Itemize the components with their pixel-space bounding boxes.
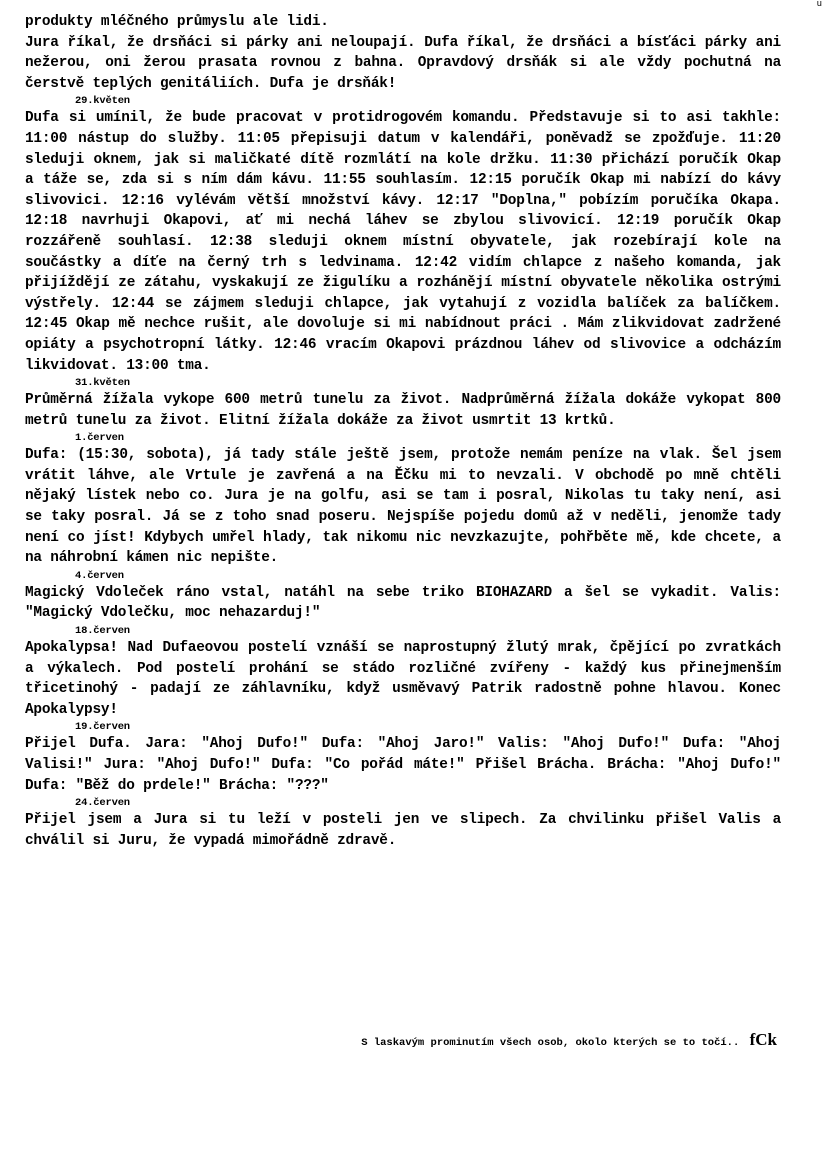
entry-text: Magický Vdoleček ráno vstal, natáhl na sebe triko BIOHAZARD a šel se vykadit. Valis: "Magický Vdolečku, moc nehazarduj!" xyxy=(25,584,781,622)
entry-text: Přijel Dufa. Jara: "Ahoj Dufo!" Dufa: "Ahoj Jaro!" Valis: "Ahoj Dufo!" Dufa: "Ahoj Valisi!" Jura: "Ahoj Dufo!" Dufa: "Co pořád máte!" Přišel Brácha. Brácha: "Ahoj Dufo!" Dufa: "Běž do prdele!" Brácha: "???" xyxy=(25,736,781,794)
footer xyxy=(361,1030,777,1050)
entry-date: 1.červen xyxy=(75,432,124,445)
entry-text: produkty mléčného průmyslu ale lidi. Jura říkal, že drsňáci si párky ani neloupají. Dufa říkal, že drsňáci a bísťáci párky ani nežerou, oni žerou prasata rovnou z bahna. Opravdový drsňák si ale vždy pochutná na čerstvě teplých genitáliích. Dufa je drsňák! xyxy=(25,14,781,92)
entry-6 xyxy=(25,720,781,796)
entry-text: Dufa si umínil, že bude pracovat v protidrogovém komandu. Představuje si to asi takhle: 11:00 nástup do služby. 11:05 přepisuji datum v kalendáři, poněvadž se zpožďuje. 11:20 sleduji oknem, jak si maličkaté dítě rozmlátí na kole držku. 11:30 přichází poručík Okap a táže se, zda si s ním dám kávu. 11:55 souhlasím. 12:15 poručík Okap mi nabízí do kávy slivovici. 12:16 vylévám větší množství kávy. 12:17 "Doplna," pobízím poručíka Okapa. 12:18 navrhuji Okapovi, ať mi nechá láhev se zbylou slivovicí. 12:19 poručík Okap rozzářeně souhlasí. 12:38 sleduji oknem místní obyvatele, jak rozebírají kole na součástky a díťe na černý trh s ledvinama. 12:42 vidím chlapce z našeho komanda, jak přijíždějí ze zátahu, vyskakují ze žigulíku a rozhánějí místní obyvatele několika ostrými výstřely. 12:44 se zájmem sleduji chlapce, jak vytahují z vozidla balíček za balíčkem. 12:45 Okap mě nechce rušit, ale dovoluje si mi nabídnout práci . Mám zlikvidovat zadržené opiáty a psychotropní látky. 12:46 vracím Okapovi prázdnou láhev od slivovice a odcházím likvidovat. 13:00 tma. xyxy=(25,110,781,374)
entry-text: Průměrná žížala vykope 600 metrů tunelu za život. Nadprůměrná žížala dokáže vykopat 800 metrů tunelu za život. Elitní žížala dokáže za život usmrtit 13 krtků. xyxy=(25,392,781,429)
entry-date: 31.květen xyxy=(75,377,130,390)
entry-2 xyxy=(25,376,781,431)
entry-7 xyxy=(25,796,781,851)
entry-4 xyxy=(25,569,781,624)
entry-date: 24.červen xyxy=(75,797,130,810)
entry-date: 18.červen xyxy=(75,625,130,638)
entry-3 xyxy=(25,431,781,569)
signature: fCk xyxy=(749,1030,777,1049)
entry-text: Dufa: (15:30, sobota), já tady stále ještě jsem, protože nemám peníze na vlak. Šel jsem vrátit láhve, ale Vrtule je zavřená a na Ěčku mi to nevzali. V obchodě po mně chtěli nějaký lístek nebo co. Jura je na golfu, asi se tam i posral, Nikolas tu taky není, asi se taky posral. Já se z toho snad poseru. Nejspíše pojedu domů až v neděli, jenomže tady není co jíst! Kdybych umřel hlady, tak nikomu nic nevzkazujte, pohřběte mě, kde chcete, a na náhrobní kámen nic nepište. xyxy=(25,447,781,567)
corner-mark: u xyxy=(816,0,822,9)
diary-page xyxy=(25,12,781,851)
entry-date: 4.červen xyxy=(75,569,124,582)
entry-date: 19.červen xyxy=(75,721,130,734)
footer-text: S laskavým prominutím všech osob, okolo kterých se to točí.. xyxy=(361,1037,740,1049)
entry-text: Přijel jsem a Jura si tu leží v posteli jen ve slipech. Za chvilinku přišel Valis a chválil si Juru, že vypadá mimořádně zdravě. xyxy=(25,812,781,849)
entry-text: Apokalypsa! Nad Dufaeovou postelí vznáší se naprostupný žlutý mrak, čpějící po zvratkách a výkalech. Pod postelí prohání se stádo rozličné zvířeny - každý kus přinejmenším třicetinohý - padají ze záhlavníku, když usměvavý Patrik radostně pohne hlavou. Konec Apokalypsy! xyxy=(25,640,781,718)
entry-5 xyxy=(25,624,781,720)
entry-0 xyxy=(25,12,781,94)
entry-date: 29.květen xyxy=(75,95,130,108)
entry-1 xyxy=(25,94,781,376)
